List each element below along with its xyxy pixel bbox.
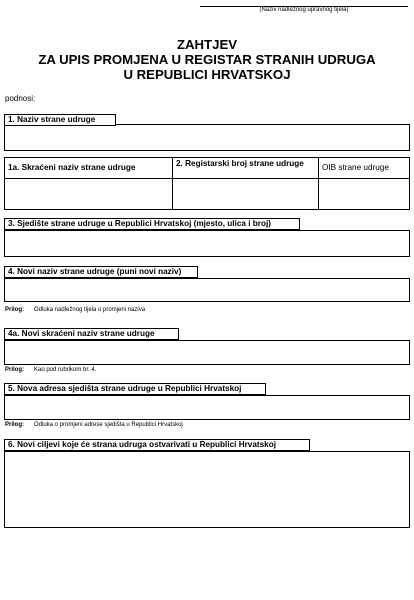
header-skraceni-naziv: 1a. Skraćeni naziv strane udruge — [8, 163, 136, 172]
prilog-novi-skraceni-naziv — [5, 367, 96, 373]
prilog-key: Prilog: — [5, 367, 24, 373]
field-novi-naziv[interactable] — [4, 278, 410, 302]
field-oib[interactable] — [319, 179, 409, 209]
header-oib: OIB strane udruge — [322, 163, 389, 172]
field-skraceni-naziv[interactable] — [5, 179, 171, 209]
field-novi-ciljevi[interactable] — [4, 451, 410, 528]
label-novi-naziv: 4. Novi naziv strane udruge (puni novi naziv) — [4, 266, 198, 278]
prilog-text: Odluka nadležnog tijela o promjeni naziva — [34, 307, 146, 313]
title-line-3: U REPUBLICI HRVATSKOJ — [123, 67, 291, 82]
authority-label: (Naziv nadležnog upravnog tijela) — [259, 7, 349, 13]
label-naziv-strane-udruge: 1. Naziv strane udruge — [4, 114, 116, 126]
prilog-novi-naziv — [5, 307, 145, 313]
prilog-key: Prilog: — [5, 307, 24, 313]
header-registarski-broj: 2. Registarski broj strane udruge — [176, 159, 304, 168]
label-nova-adresa: 5. Nova adresa sjedišta strane udruge u Republici Hrvatskoj — [4, 383, 266, 395]
field-novi-skraceni-naziv[interactable] — [4, 340, 410, 365]
prilog-nova-adresa — [5, 422, 183, 428]
field-registarski-broj[interactable] — [173, 179, 317, 209]
field-naziv-strane-udruge[interactable] — [4, 124, 410, 151]
label-sjediste: 3. Sjedište strane udruge u Republici Hrvatskoj (mjesto, ulica i broj) — [4, 218, 300, 230]
title-line-1: ZAHTJEV — [176, 37, 238, 52]
prilog-text: Odluka o promjeni adrese sjedišta u Republici Hrvatskoj — [34, 422, 183, 428]
label-novi-ciljevi: 6. Novi ciljevi koje će strana udruga ostvarivati u Republici Hrvatskoj — [4, 439, 310, 451]
label-novi-skraceni-naziv: 4a. Novi skraćeni naziv strane udruge — [4, 328, 179, 340]
podnosi-label: podnosi: — [5, 94, 36, 103]
prilog-key: Prilog: — [5, 422, 24, 428]
prilog-text: Kao pod rubrikom br. 4. — [34, 367, 97, 373]
field-nova-adresa[interactable] — [4, 395, 410, 420]
title-line-2: ZA UPIS PROMJENA U REGISTAR STRANIH UDRUGA — [38, 52, 376, 67]
field-sjediste[interactable] — [4, 230, 410, 257]
